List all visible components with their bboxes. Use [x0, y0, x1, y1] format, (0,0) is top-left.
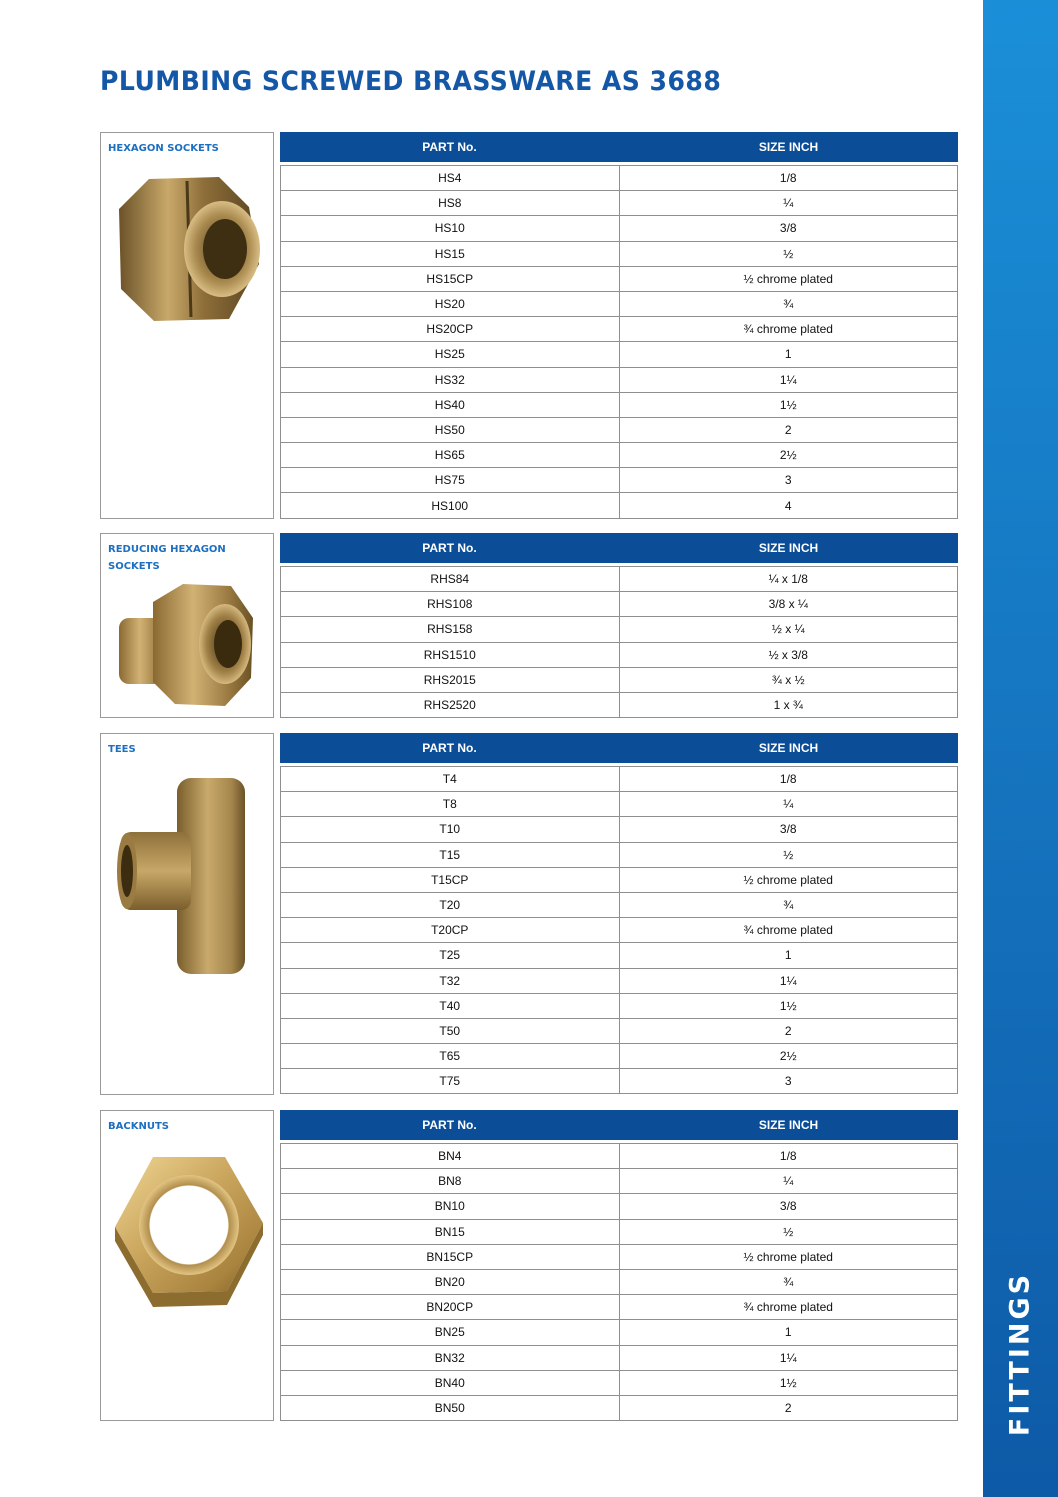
table-row [281, 643, 957, 668]
table-row [281, 292, 957, 317]
part-number: BN15CP [281, 1245, 620, 1269]
part-number: HS40 [281, 393, 620, 417]
size-value: ½ chrome plated [743, 872, 833, 887]
table-row [281, 393, 957, 418]
part-number: RHS158 [281, 617, 620, 641]
size-value: ½ x ¼ [771, 622, 805, 637]
table-header [280, 1110, 958, 1143]
size-value: 4 [784, 498, 792, 513]
size-value: 1½ [779, 397, 797, 412]
table-row [281, 267, 957, 292]
size-inch-header: SIZE INCH [758, 140, 819, 154]
parts-table [280, 1110, 958, 1421]
size-inch-header: SIZE INCH [758, 541, 819, 555]
table-header [280, 533, 958, 566]
size-value: ¼ [783, 1174, 794, 1189]
table-row [281, 418, 957, 443]
part-no-header: PART No. [422, 541, 477, 555]
part-number: HS20CP [281, 317, 620, 341]
part-number: HS32 [281, 368, 620, 392]
parts-table [280, 533, 958, 718]
size-value: ¼ [783, 196, 794, 211]
size-value: 1 [784, 1325, 792, 1340]
part-number: T15CP [281, 868, 620, 892]
table-row [281, 1320, 957, 1345]
part-number: T50 [281, 1019, 620, 1043]
section-label: REDUCING HEXAGON SOCKETS [108, 544, 226, 572]
page-title: PLUMBING SCREWED BRASSWARE AS 3688 [100, 66, 722, 97]
part-number: BN32 [281, 1346, 620, 1370]
size-value: 1¼ [779, 973, 797, 988]
table-row [281, 242, 957, 267]
table-row [281, 1396, 957, 1421]
part-number: BN25 [281, 1320, 620, 1344]
part-number: BN10 [281, 1194, 620, 1218]
table-row [281, 1346, 957, 1371]
table-row [281, 1270, 957, 1295]
part-number: HS4 [281, 166, 620, 190]
size-value: 1/8 [779, 772, 797, 787]
part-number: T20CP [281, 918, 620, 942]
table-row [281, 567, 957, 592]
table-row [281, 668, 957, 693]
table-row [281, 342, 957, 367]
product-image-panel [100, 132, 274, 519]
size-value: 1/8 [779, 171, 797, 186]
part-no-header: PART No. [422, 140, 477, 154]
part-number: HS15 [281, 242, 620, 266]
section-backnuts [100, 1110, 958, 1421]
size-value: ½ chrome plated [743, 1249, 833, 1264]
table-row [281, 592, 957, 617]
part-number: RHS1510 [281, 643, 620, 667]
size-inch-header: SIZE INCH [758, 1118, 819, 1132]
table-row [281, 1019, 957, 1044]
part-number: HS65 [281, 443, 620, 467]
table-row [281, 1220, 957, 1245]
size-value: ¾ [783, 1275, 794, 1290]
size-value: ½ [783, 847, 794, 862]
part-number: BN50 [281, 1396, 620, 1420]
part-number: HS10 [281, 216, 620, 240]
part-number: HS25 [281, 342, 620, 366]
table-row [281, 767, 957, 792]
section-tees [100, 733, 958, 1095]
part-number: T4 [281, 767, 620, 791]
part-number: HS100 [281, 493, 620, 517]
size-value: 2 [784, 422, 792, 437]
size-value: ½ [783, 1224, 794, 1239]
side-tab-label: FITTINGS [1004, 1271, 1036, 1437]
backnut-icon [109, 1151, 269, 1311]
size-value: 2 [784, 1400, 792, 1415]
table-row [281, 868, 957, 893]
part-number: T15 [281, 843, 620, 867]
size-value: ¼ [783, 797, 794, 812]
table-row [281, 1245, 957, 1270]
size-value: ½ chrome plated [743, 271, 833, 286]
size-value: ½ x 3/8 [768, 647, 808, 662]
size-value: 3/8 [779, 822, 797, 837]
part-number: HS15CP [281, 267, 620, 291]
table-row [281, 1144, 957, 1169]
size-value: ¾ [783, 898, 794, 913]
part-number: HS8 [281, 191, 620, 215]
size-value: 1 [784, 948, 792, 963]
part-number: BN15 [281, 1220, 620, 1244]
product-image-panel [100, 533, 274, 718]
part-number: T25 [281, 943, 620, 967]
size-value: 3/8 [779, 221, 797, 236]
size-value: ¾ chrome plated [743, 923, 833, 938]
table-row [281, 792, 957, 817]
size-value: 1¼ [779, 372, 797, 387]
table-row [281, 317, 957, 342]
size-value: 3 [784, 473, 792, 488]
table-row [281, 1169, 957, 1194]
table-row [281, 1371, 957, 1396]
size-value: ¾ chrome plated [743, 1300, 833, 1315]
part-number: T8 [281, 792, 620, 816]
part-number: RHS84 [281, 567, 620, 591]
part-number: T75 [281, 1069, 620, 1093]
table-row [281, 969, 957, 994]
part-number: BN20 [281, 1270, 620, 1294]
part-number: RHS2520 [281, 693, 620, 717]
part-number: T10 [281, 817, 620, 841]
table-row [281, 693, 957, 718]
size-value: ¾ [783, 297, 794, 312]
product-image-panel [100, 733, 274, 1095]
part-number: BN8 [281, 1169, 620, 1193]
size-value: 3/8 x ¼ [768, 597, 808, 612]
size-value: 1¼ [779, 1350, 797, 1365]
table-row [281, 443, 957, 468]
table-row [281, 191, 957, 216]
table-row [281, 843, 957, 868]
section-label: BACKNUTS [108, 1121, 169, 1132]
part-number: BN20CP [281, 1295, 620, 1319]
section-hexagon-sockets [100, 132, 958, 519]
table-row [281, 166, 957, 191]
part-number: BN4 [281, 1144, 620, 1168]
table-row [281, 468, 957, 493]
size-value: 1½ [779, 998, 797, 1013]
size-value: 1 [784, 347, 792, 362]
table-row [281, 994, 957, 1019]
table-row [281, 1295, 957, 1320]
part-no-header: PART No. [422, 741, 477, 755]
part-number: HS50 [281, 418, 620, 442]
table-header [280, 132, 958, 165]
size-value: ½ [783, 246, 794, 261]
size-value: 2½ [779, 1049, 797, 1064]
section-label: TEES [108, 744, 136, 755]
part-number: T65 [281, 1044, 620, 1068]
size-inch-header: SIZE INCH [758, 741, 819, 755]
table-row [281, 368, 957, 393]
part-number: T32 [281, 969, 620, 993]
table-row [281, 1044, 957, 1069]
reducing-hexagon-socket-icon [113, 578, 263, 710]
size-value: 1/8 [779, 1149, 797, 1164]
table-row [281, 1194, 957, 1219]
tee-fitting-icon [115, 774, 261, 982]
table-row [281, 617, 957, 642]
part-number: T20 [281, 893, 620, 917]
size-value: ¼ x 1/8 [768, 572, 808, 587]
part-number: RHS108 [281, 592, 620, 616]
section-label: HEXAGON SOCKETS [108, 143, 219, 154]
size-value: ¾ x ½ [771, 672, 805, 687]
parts-table [280, 733, 958, 1094]
parts-table [280, 132, 958, 519]
size-value: 2½ [779, 448, 797, 463]
size-value: 1½ [779, 1375, 797, 1390]
table-row [281, 216, 957, 241]
table-row [281, 817, 957, 842]
size-value: 2 [784, 1023, 792, 1038]
size-value: 3 [784, 1074, 792, 1089]
table-row [281, 493, 957, 518]
part-number: HS20 [281, 292, 620, 316]
product-image-panel [100, 1110, 274, 1421]
size-value: 1 x ¾ [773, 698, 803, 713]
table-row [281, 918, 957, 943]
size-value: 3/8 [779, 1199, 797, 1214]
part-number: RHS2015 [281, 668, 620, 692]
size-value: ¾ chrome plated [743, 322, 833, 337]
part-number: BN40 [281, 1371, 620, 1395]
section-reducing-hexagon-sockets [100, 533, 958, 718]
part-number: T40 [281, 994, 620, 1018]
table-row [281, 943, 957, 968]
part-no-header: PART No. [422, 1118, 477, 1132]
hexagon-socket-icon [109, 169, 267, 329]
table-row [281, 1069, 957, 1094]
table-row [281, 893, 957, 918]
part-number: HS75 [281, 468, 620, 492]
table-header [280, 733, 958, 766]
